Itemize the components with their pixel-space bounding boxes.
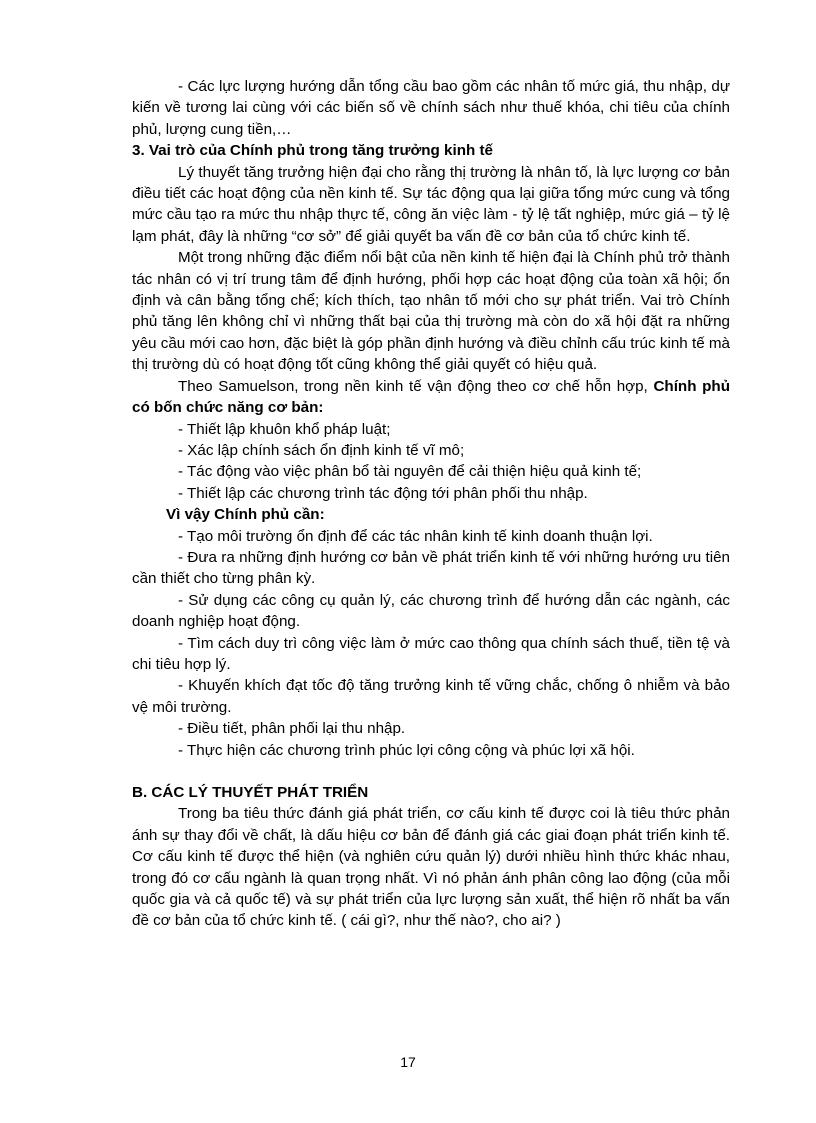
function-item: - Tác động vào việc phân bổ tài nguyên để cải thiện hiệu quả kinh tế; bbox=[178, 463, 642, 481]
need-item: - Tạo môi trường ổn định để các tác nhân kinh tế kinh doanh thuận lợi. bbox=[178, 527, 653, 545]
need-item: - Đưa ra những định hướng cơ bản về phát triển kinh tế với những hướng ưu tiên cần thiết cho từng phân kỳ. bbox=[132, 548, 730, 588]
section-3-heading: 3. Vai trò của Chính phủ trong tăng trưởng kinh tế bbox=[132, 142, 493, 160]
needs-heading: Vì vậy Chính phủ cần: bbox=[166, 506, 325, 524]
function-item: - Thiết lập các chương trình tác động tới phân phối thu nhập. bbox=[178, 484, 588, 502]
function-item: - Thiết lập khuôn khổ pháp luật; bbox=[178, 420, 391, 438]
need-item: - Điều tiết, phân phối lại thu nhập. bbox=[178, 720, 406, 738]
four-functions-heading: Chính phủ có bốn chức năng cơ bản: bbox=[132, 377, 730, 417]
page-number: 17 bbox=[400, 1054, 416, 1070]
need-item: - Tìm cách duy trì công việc làm ở mức cao thông qua chính sách thuế, tiền tệ và chi tiêu hợp lý. bbox=[132, 634, 730, 673]
samuelson-text: Theo Samuelson, trong nền kinh tế vận động theo cơ chế hỗn hợp, bbox=[178, 377, 654, 395]
intro-bullet-paragraph: - Các lực lượng hướng dẫn tổng cầu bao gồm các nhân tố mức giá, thu nhập, dự kiến về tương lai cùng với các biến số về chính sách như thuế khóa, chi tiêu của chính phủ, lượng cung tiền,… bbox=[132, 78, 730, 138]
paragraph-samuelson bbox=[132, 376, 730, 419]
paragraph-government-role: Một trong những đặc điểm nổi bật của nền kinh tế hiện đại là Chính phủ trở thành tác nhân có vị trí trung tâm để định hướng, phối hợp các hoạt động của toàn xã hội; ổn định và cân bằng tổng chể; kích thích, tạo nhân tố mới cho sự phát triển. Vai trò Chính phủ tăng lên không chỉ vì những thất bại của thị trường mà còn do xã hội đặt ra những yêu cầu mới cao hơn, đặc biệt là góp phần định hướng và điều chỉnh cấu trúc kinh tế mà thị trường dù có hoạt động tốt cũng không thể giải quyết có hiệu quả. bbox=[132, 249, 730, 374]
need-item: - Thực hiện các chương trình phúc lợi công cộng và phúc lợi xã hội. bbox=[178, 741, 635, 759]
paragraph-market-theory: Lý thuyết tăng trưởng hiện đại cho rằng thị trường là nhân tố, là lực lượng cơ bản điều tiết các hoạt động của nền kinh tế. Sự tác động qua lại giữa tổng mức cung và tổng mức cầu tạo ra mức thu nhập thực tế, công ăn việc làm - tỷ lệ tất nghiệp, mức giá – tỷ lệ lạm phát, đây là những “cơ sở” để giải quyết ba vấn đề cơ bản của tổ chức kinh tế. bbox=[132, 163, 730, 245]
section-b-heading: B. CÁC LÝ THUYẾT PHÁT TRIỂN bbox=[132, 784, 369, 801]
need-item: - Khuyến khích đạt tốc độ tăng trưởng kinh tế vững chắc, chống ô nhiễm và bảo vệ môi trường. bbox=[132, 677, 730, 716]
function-item: - Xác lập chính sách ổn định kinh tế vĩ mô; bbox=[178, 441, 465, 459]
section-b-paragraph: Trong ba tiêu thức đánh giá phát triển, cơ cấu kinh tế được coi là tiêu thức phản ánh sự thay đổi về chất, là dấu hiệu cơ bản để đánh giá các giai đoạn phát triển kinh tế. Cơ cấu kinh tế được thể hiện (và nghiên cứu quản lý) dưới nhiều hình thức khác nhau, trong đó cơ cấu ngành là quan trọng nhất. Vì nó phản ánh phân công lao động (của mỗi quốc gia và cả quốc tế) và sự phát triển của lực lượng sản xuất, thể hiện rõ nhất ba vấn đề cơ bản của tổ chức kinh tế. ( cái gì?, như thế nào?, cho ai? ) bbox=[132, 805, 730, 930]
need-item: - Sử dụng các công cụ quản lý, các chương trình để hướng dẫn các ngành, các doanh nghiệp hoạt động. bbox=[132, 591, 730, 631]
